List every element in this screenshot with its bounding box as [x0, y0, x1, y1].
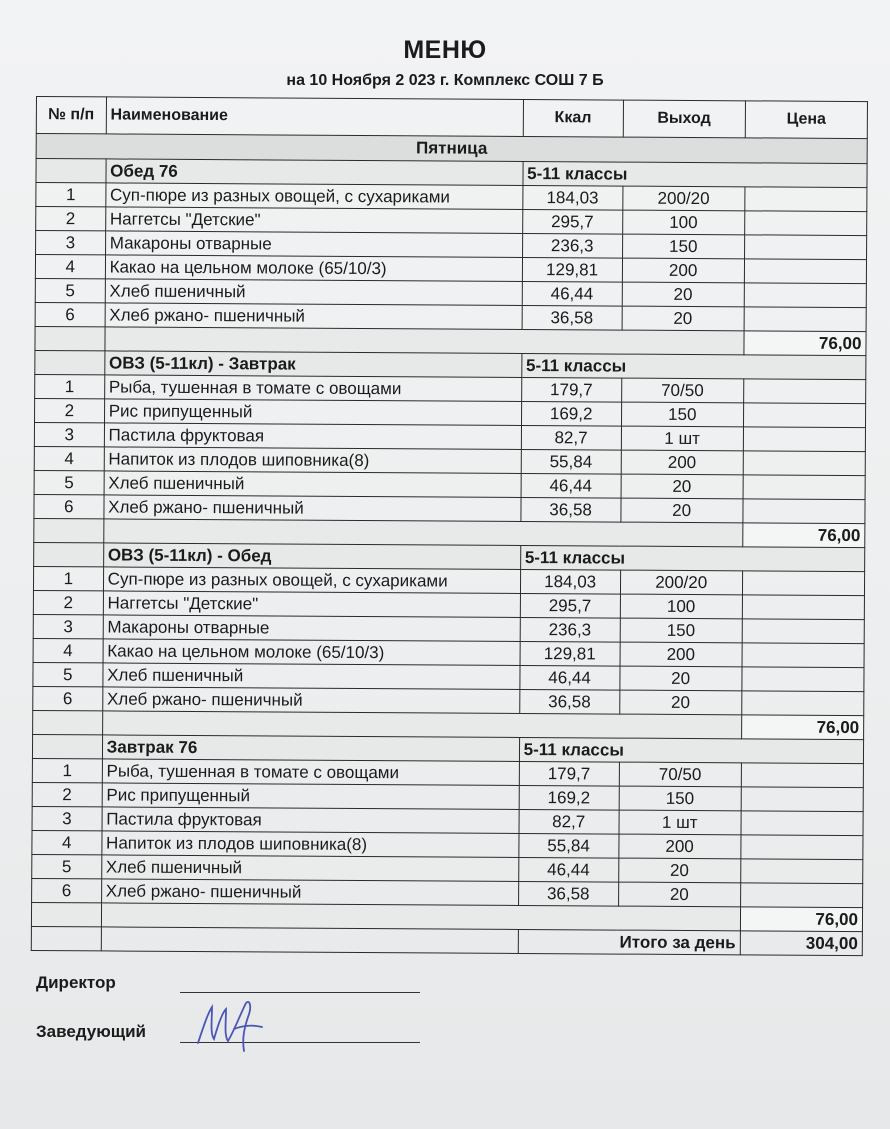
item-price: [740, 859, 862, 884]
item-num: 4: [33, 638, 103, 662]
item-name: Макароны отварные: [103, 615, 520, 642]
section-empty-cell: [35, 350, 105, 374]
item-num: 6: [35, 302, 105, 326]
item-num: 3: [34, 422, 104, 446]
item-output: 20: [618, 882, 740, 907]
item-name: Рис припущенный: [104, 399, 521, 426]
grand-total-empty-cell: [31, 926, 101, 950]
item-price: [744, 307, 866, 332]
item-num: 3: [36, 231, 106, 255]
item-price: [743, 403, 865, 428]
item-kcal: 179,7: [519, 761, 619, 786]
item-output: 20: [622, 282, 744, 307]
item-name: Рис припущенный: [102, 783, 519, 810]
item-num: 1: [33, 566, 103, 590]
item-output: 200: [620, 642, 742, 667]
section-total: 76,00: [741, 715, 863, 740]
item-kcal: 236,3: [520, 617, 620, 642]
total-empty-cell: [33, 710, 103, 734]
handwritten-signature: [190, 995, 270, 1055]
item-num: 1: [36, 183, 106, 207]
menu-sheet: [31, 96, 868, 956]
item-num: 4: [32, 830, 102, 854]
item-output: 20: [619, 666, 741, 691]
section-name: ОВЗ (5-11кл) - Обед: [103, 543, 520, 570]
item-price: [741, 811, 863, 836]
item-output: 150: [622, 234, 744, 259]
header-kcal: Ккал: [523, 99, 623, 137]
item-output: 20: [621, 474, 743, 499]
item-num: 6: [34, 494, 104, 518]
item-num: 5: [33, 662, 103, 686]
item-num: 3: [32, 806, 102, 830]
item-output: 150: [620, 618, 742, 643]
item-name: Напиток из плодов шиповника(8): [104, 447, 521, 474]
item-name: Хлеб ржано- пшеничный: [105, 303, 522, 330]
item-kcal: 46,44: [521, 473, 621, 498]
item-kcal: 169,2: [519, 785, 619, 810]
item-num: 5: [32, 854, 102, 878]
item-name: Суп-пюре из разных овощей, с сухариками: [103, 567, 520, 594]
item-num: 2: [32, 782, 102, 806]
item-output: 20: [621, 498, 743, 523]
grand-total-label: Итого за день: [518, 929, 740, 954]
item-kcal: 46,44: [518, 857, 618, 882]
item-name: Напиток из плодов шиповника(8): [102, 831, 519, 858]
item-name: Рыба, тушенная в томате с овощами: [104, 375, 521, 402]
item-name: Какао на цельном молоке (65/10/3): [105, 255, 522, 282]
item-price: [742, 643, 864, 668]
item-kcal: 82,7: [521, 425, 621, 450]
item-kcal: 55,84: [519, 833, 619, 858]
section-total: 76,00: [744, 331, 866, 356]
item-kcal: 169,2: [521, 401, 621, 426]
item-price: [745, 187, 867, 212]
item-output: 150: [619, 786, 741, 811]
section-classes: 5-11 классы: [521, 353, 865, 379]
section-classes: 5-11 классы: [519, 737, 863, 763]
item-price: [740, 883, 862, 908]
item-kcal: 46,44: [522, 281, 622, 306]
item-kcal: 179,7: [521, 377, 621, 402]
item-name: Наггетсы "Детские": [103, 591, 520, 618]
table-header-row: [36, 97, 867, 139]
grand-total-body: [31, 926, 862, 955]
item-name: Хлеб пшеничный: [103, 663, 520, 690]
header-num: № п/п: [36, 97, 106, 134]
item-output: 70/50: [619, 762, 741, 787]
item-kcal: 46,44: [520, 665, 620, 690]
item-price: [742, 667, 864, 692]
section-total: 76,00: [743, 523, 865, 548]
item-kcal: 36,58: [521, 497, 621, 522]
item-num: 5: [34, 470, 104, 494]
item-output: 20: [618, 858, 740, 883]
item-num: 6: [33, 686, 103, 710]
item-output: 200: [618, 834, 740, 859]
total-empty-cell: [31, 902, 101, 926]
day-label: Пятница: [36, 134, 867, 164]
item-name: Суп-пюре из разных овощей, с сухариками: [105, 183, 522, 210]
item-kcal: 236,3: [522, 233, 622, 258]
item-output: 70/50: [621, 378, 743, 403]
item-num: 2: [35, 398, 105, 422]
item-price: [742, 571, 864, 596]
menu-subtitle: на 10 Ноября 2 023 г. Комплекс СОШ 7 Б: [286, 72, 604, 89]
item-kcal: 36,58: [519, 689, 619, 714]
section-classes: 5-11 классы: [523, 161, 867, 187]
item-num: 4: [35, 255, 105, 279]
item-price: [741, 763, 863, 788]
item-kcal: 36,58: [518, 881, 618, 906]
header-output: Выход: [623, 100, 745, 138]
item-kcal: 82,7: [519, 809, 619, 834]
header-price: Цена: [745, 101, 867, 139]
total-empty-cell: [34, 518, 104, 542]
item-kcal: 36,58: [522, 305, 622, 330]
item-output: 200: [622, 258, 744, 283]
item-price: [743, 451, 865, 476]
item-name: Рыба, тушенная в томате с овощами: [102, 759, 519, 786]
item-price: [742, 619, 864, 644]
item-num: 1: [35, 374, 105, 398]
item-output: 20: [622, 306, 744, 331]
item-kcal: 184,03: [522, 185, 622, 210]
grand-total-amount: 304,00: [740, 931, 862, 956]
item-price: [742, 691, 864, 716]
item-kcal: 129,81: [520, 641, 620, 666]
item-price: [743, 379, 865, 404]
item-output: 20: [619, 690, 741, 715]
item-kcal: 184,03: [520, 569, 620, 594]
item-output: 1 шт: [619, 810, 741, 835]
item-name: Пастила фруктовая: [102, 807, 519, 834]
director-signature-line: [180, 992, 420, 993]
item-num: 1: [32, 758, 102, 782]
item-name: Хлеб ржано- пшеничный: [102, 687, 519, 714]
item-output: 200/20: [620, 570, 742, 595]
item-name: Наггетсы "Детские": [105, 207, 522, 234]
item-num: 5: [35, 278, 105, 302]
item-name: Хлеб пшеничный: [104, 471, 521, 498]
item-num: 2: [33, 590, 103, 614]
manager-label: Заведующий: [36, 1022, 147, 1041]
item-price: [743, 499, 865, 524]
item-kcal: 129,81: [522, 257, 622, 282]
item-kcal: 295,7: [522, 209, 622, 234]
section-empty-cell: [36, 159, 106, 183]
item-name: Хлеб пшеничный: [101, 855, 518, 882]
grand-total-spacer: [101, 927, 518, 954]
item-name: Какао на цельном молоке (65/10/3): [103, 639, 520, 666]
item-output: 200: [621, 450, 743, 475]
item-output: 100: [622, 210, 744, 235]
item-name: Хлеб ржано- пшеничный: [104, 495, 521, 522]
item-price: [741, 835, 863, 860]
page-title: МЕНЮ: [403, 36, 487, 64]
menu-body: [31, 134, 867, 932]
item-num: 4: [34, 446, 104, 470]
grand-total-row: [31, 926, 862, 955]
item-price: [742, 595, 864, 620]
item-name: Хлеб пшеничный: [105, 279, 522, 306]
item-name: Макароны отварные: [105, 231, 522, 258]
item-kcal: 55,84: [521, 449, 621, 474]
item-output: 150: [621, 402, 743, 427]
item-num: 3: [33, 614, 103, 638]
menu-table: [31, 96, 868, 956]
item-price: [744, 211, 866, 236]
item-output: 200/20: [622, 186, 744, 211]
item-price: [744, 235, 866, 260]
item-output: 100: [620, 594, 742, 619]
director-label: Директор: [36, 973, 116, 992]
item-kcal: 295,7: [520, 593, 620, 618]
section-name: ОВЗ (5-11кл) - Завтрак: [104, 351, 521, 378]
total-empty-cell: [35, 326, 105, 350]
item-price: [744, 259, 866, 284]
item-price: [743, 475, 865, 500]
item-price: [743, 427, 865, 452]
item-output: 1 шт: [621, 426, 743, 451]
header-name: Наименование: [106, 97, 523, 137]
item-price: [744, 283, 866, 308]
item-num: 6: [32, 878, 102, 902]
section-classes: 5-11 классы: [520, 545, 864, 571]
section-empty-cell: [34, 542, 104, 566]
section-empty-cell: [32, 734, 102, 758]
section-total: 76,00: [740, 907, 862, 932]
item-name: Пастила фруктовая: [104, 423, 521, 450]
item-name: Хлеб ржано- пшеничный: [101, 879, 518, 906]
item-num: 2: [36, 207, 106, 231]
item-price: [741, 787, 863, 812]
section-name: Завтрак 76: [102, 735, 519, 762]
section-name: Обед 76: [106, 159, 523, 186]
